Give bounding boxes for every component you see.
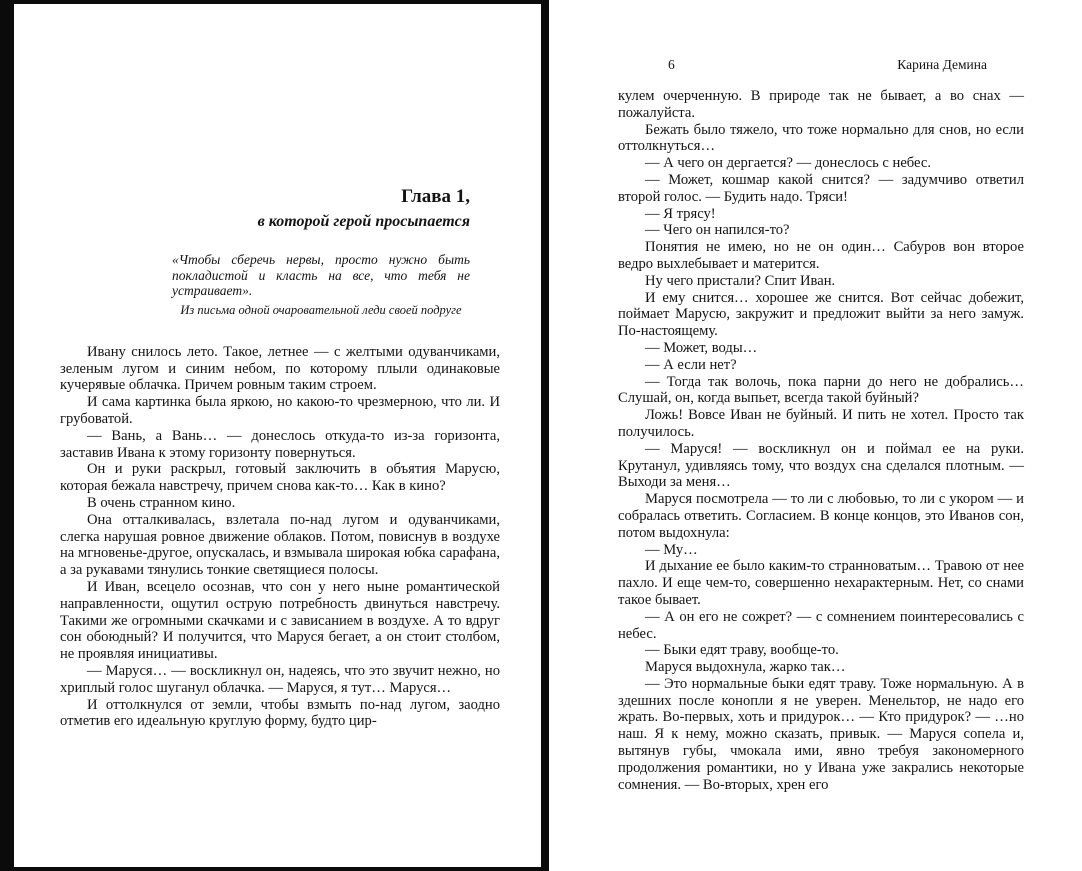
body-paragraph: И Иван, всецело осознав, что сон у него ныне романтической направленности, ощутил острую потребность двинуться навстречу. Такими же огромными скачками и с зависанием в воздухе. А то вдруг сон обоюдный? И получится, что Маруся бегает, а он стоит столбом, не проявляя инициативы. [60,578,500,663]
running-head-author: Карина Демина [897,57,987,72]
body-paragraph: — Тогда так волочь, пока парни до него не добрались… Слушай, он, когда выпьет, всегда такой буйный? [618,373,1024,407]
body-paragraph: — Маруся! — воскликнул он и поймал ее на руки. Крутанул, удивляясь тому, что воздух сна сделался плотным. — Выходи за меня… [618,440,1024,491]
body-paragraph: Она отталкивалась, взлетала по-над лугом и одуванчиками, слегка нарушая ровное движение облаков. Потом, повиснув в воздухе на мгновенье-другое, опускалась, и взмывала широкая юбка сарафана, а за рукавами тянулись тонкие светящиеся полосы. [60,511,500,579]
page-gutter [541,0,549,871]
page-left [14,4,541,867]
page-right [549,0,1082,871]
page-number: 6 [668,57,675,72]
body-paragraph: Бежать было тяжело, что тоже нормально для снов, но если оттолкнуться… [618,121,1024,155]
body-paragraph: Ложь! Вовсе Иван не буйный. И пить не хотел. Просто так получилось. [618,407,1024,440]
body-paragraph: И сама картинка была яркою, но какою-то чрезмерною, что ли. И грубоватой. [60,394,500,427]
body-paragraph: — Быки едят траву, вообще-то. [645,642,839,659]
body-paragraph: Понятия не имею, но не он один… Сабуров вон второе ведро выхлебывает и матерится. [618,239,1024,272]
body-paragraph: Он и руки раскрыл, готовый заключить в объятия Марусю, которая бежала навстречу, причем снова как-то… Как в кино? [60,461,500,495]
epigraph-attribution: Из письма одной очаровательной леди своей подруге [180,302,462,317]
body-paragraph: — Это нормальные быки едят траву. Тоже нормальную. А в здешних после конопли я не уверен. Менельтор, не надо его жрать. Во-первых, хоть и придурок… — Кто придурок? — …но наш. Я к нему, можно сказать, привык. — Маруся сопела и, вытянув губы, чмокала ими, явно требуя закономерного продолжения романтики, но у Ивана уже закрались некоторые сомнения. — Во-вторых, хрен его [618,675,1024,793]
body-paragraph: И ему снится… хорошее же снится. Вот сейчас добежит, поймает Марусю, закружит и предложит выйти за него замуж. По-настоящему. [618,289,1024,340]
body-paragraph: — Чего он напился-то? [645,222,790,239]
body-paragraph: кулем очерченную. В природе так не бывает, а во снах — пожалуйста. [618,88,1024,121]
body-paragraph: Ивану снилось лето. Такое, летнее — с желтыми одуванчиками, зеленым лугом и синим небом, по которому плыли одинаковые кучерявые облачка. Причем ровным таким строем. [60,343,500,394]
body-paragraph: Ну чего пристали? Спит Иван. [645,272,836,289]
right-page-body [618,88,1024,793]
chapter-title: Глава 1, [401,186,470,207]
body-paragraph: — Вань, а Вань… — донеслось откуда-то из-за горизонта, заставив Ивана к этому горизонту повернуться. [60,427,500,461]
body-paragraph: — Му… [645,541,698,558]
body-paragraph: И дыхание ее было каким-то странноватым… Травою от нее пахло. И еще чем-то, совершенно нехарактерным. Нет, со снами такое бывает. [618,558,1024,608]
body-paragraph: Маруся выдохнула, жарко так… [645,659,846,676]
page-left-content [60,4,500,730]
page-right-content [618,0,1024,793]
body-paragraph: — Я трясу! [645,205,716,222]
body-paragraph: — А чего он дергается? — донеслось с небес. [645,155,932,172]
body-paragraph: Маруся посмотрела — то ли с любовью, то ли с укором — и собралась ответить. Согласием. В конце концов, это Иванов сон, потом выдохнула: [618,491,1024,541]
body-paragraph: — А если нет? [645,356,737,373]
body-paragraph: — Маруся… — воскликнул он, надеясь, что это звучит нежно, но хриплый голос шуганул облачка. — Маруся, я тут… Маруся… [60,662,500,696]
left-page-body [60,344,500,730]
left-edge-bar [0,0,14,871]
body-paragraph: В очень странном кино. [87,494,236,511]
body-paragraph: И оттолкнулся от земли, чтобы взмыть по-над лугом, заодно отметив его идеальную круглую форму, будто цир- [60,696,500,730]
body-paragraph: — Может, воды… [645,339,758,356]
body-paragraph: — А он его не сожрет? — с сомнением поинтересовались с небес. [618,608,1024,642]
running-header [618,56,1024,74]
epigraph: «Чтобы сберечь нервы, просто нужно быть покладистой и класть на все, что тебя не устраивает». [172,252,470,299]
body-paragraph: — Может, кошмар какой снится? — задумчиво ответил второй голос. — Будить надо. Тряси! [618,171,1024,205]
chapter-subtitle: в которой герой просыпается [257,213,470,230]
